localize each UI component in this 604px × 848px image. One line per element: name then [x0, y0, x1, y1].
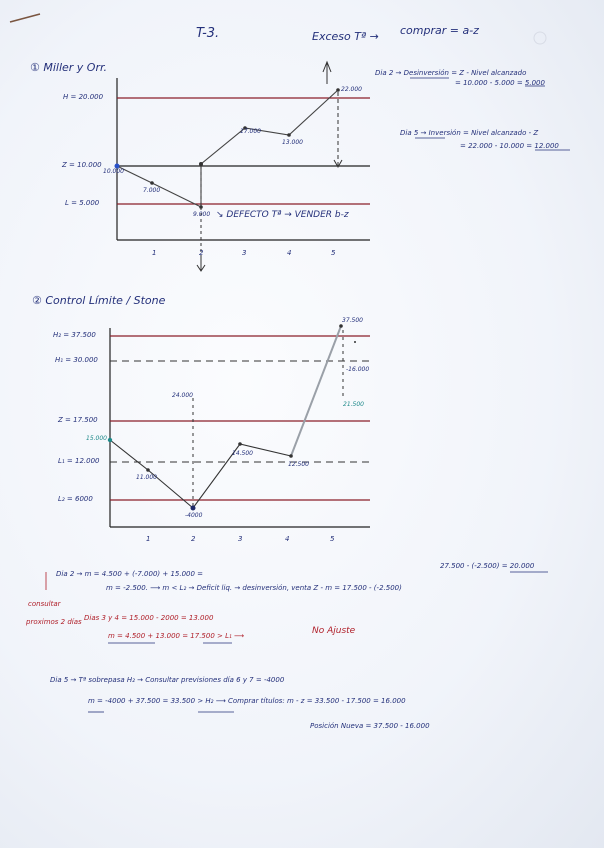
buy-note: comprar = a-z	[400, 24, 479, 37]
calc-top-right: 27.500 - (-2.500) = 20.000	[440, 562, 535, 570]
chart1-value: 10.000	[103, 168, 124, 175]
chart1-tick: 1	[152, 249, 157, 257]
chart2-value: 15.000	[86, 435, 107, 442]
day2-line1: Dia 2 → Desinversión = Z - Nivel alcanzado	[375, 69, 527, 77]
section1-heading: ① Miller y Orr.	[30, 61, 107, 74]
calc-day2-a: Dia 2 → m = 4.500 + (-7.000) + 15.000 =	[56, 570, 204, 578]
chart2-point	[238, 442, 242, 446]
faint-circle	[534, 32, 546, 44]
day5-line1: Dia 5 → Inversión = Nivel alcanzado - Z	[400, 129, 539, 137]
chart2-value: 11.000	[136, 474, 157, 481]
label-l2: L₂ = 6000	[58, 495, 93, 503]
pen-mark	[10, 14, 40, 22]
chart2-extra-value: -16.000	[346, 366, 370, 373]
chart2-point	[191, 506, 196, 511]
chart2-tick: 1	[146, 535, 151, 543]
chart2-tick: 5	[330, 535, 335, 543]
section2-heading: ② Control Límite / Stone	[32, 294, 166, 307]
chart1-tick: 4	[287, 249, 292, 257]
chart2-dot	[354, 341, 356, 343]
page-title: T-3.	[196, 26, 220, 41]
excess-note: Exceso Tª →	[312, 30, 379, 43]
day5-line2: = 22.000 - 10.000 = 12.000	[460, 142, 559, 150]
chart2-value: 37.500	[342, 317, 363, 324]
chart2-tick: 3	[238, 535, 243, 543]
chart2-extra-value: 21.500	[343, 401, 364, 408]
chart2-value: 14.500	[232, 450, 253, 457]
chart1-tick: 3	[242, 249, 247, 257]
chart1-tick: 5	[331, 249, 336, 257]
chart1-point	[287, 133, 291, 137]
chart2-value: 12.500	[288, 461, 309, 468]
label-h1: H₁ = 30.000	[55, 356, 98, 364]
chart1-value: 22.000	[341, 86, 362, 93]
chart1-point	[150, 181, 154, 185]
day2-line2: = 10.000 - 5.000 = 5.000	[455, 79, 545, 87]
new-position-note: Posición Nueva = 37.500 - 16.000	[310, 722, 430, 730]
chart2-point	[289, 454, 293, 458]
calc-days34-b: m = 4.500 + 13.000 = 17.500 > L₁ ⟶	[108, 632, 245, 640]
consult-note-2: proximos 2 días	[26, 618, 82, 626]
chart2-tick: 4	[285, 535, 290, 543]
calc-day5-b: m = -4000 + 37.500 = 33.500 > H₂ ⟶ Comprar títulos: m - z = 33.500 - 17.500 = 16.000	[88, 697, 406, 705]
chart1-up-arrow-icon	[323, 62, 331, 84]
calc-day2-b: m = -2.500. ⟶ m < L₂ → Deficit liq. → desinversión, venta Z - m = 17.500 - (-2.500)	[106, 584, 402, 592]
chart2-point	[108, 438, 112, 442]
chart1-value: 17.000	[240, 128, 261, 135]
chart1-point	[199, 162, 203, 166]
chart2-point	[146, 468, 150, 472]
chart1-value: 13.000	[282, 139, 303, 146]
label-z: Z = 10.000	[62, 161, 102, 169]
chart-stone	[108, 324, 370, 527]
chart2-value: -4000	[185, 512, 203, 519]
label-l1: L₁ = 12.000	[58, 457, 100, 465]
chart1-value: 7.000	[143, 187, 161, 194]
chart1-point	[199, 205, 203, 209]
chart2-jump-line	[291, 326, 341, 456]
chart1-point	[336, 88, 340, 92]
label-h2: H₂ = 37.500	[53, 331, 96, 339]
label-z2: Z = 17.500	[58, 416, 98, 424]
chart1-day2-arrow-icon	[197, 258, 205, 271]
label-h: H = 20.000	[63, 93, 104, 101]
consult-note-1: consultar	[28, 600, 61, 608]
no-adjust-note: No Ajuste	[312, 626, 356, 636]
chart2-tick: 2	[191, 535, 196, 543]
calc-day5-a: Dia 5 → Tª sobrepasa H₂ → Consultar previsiones día 6 y 7 = -4000	[50, 676, 285, 684]
chart2-extra-value: 24.000	[172, 392, 193, 399]
calc-days34-a: Dias 3 y 4 = 15.000 - 2000 = 13.000	[84, 614, 214, 622]
chart1-value: 9.000	[193, 211, 211, 218]
label-l: L = 5.000	[65, 199, 100, 207]
chart-miller-orr	[115, 62, 371, 271]
deficit-note: ↘ DEFECTO Tª → VENDER b-z	[216, 210, 349, 220]
chart1-tick: 2	[199, 249, 204, 257]
chart2-point	[339, 324, 343, 328]
